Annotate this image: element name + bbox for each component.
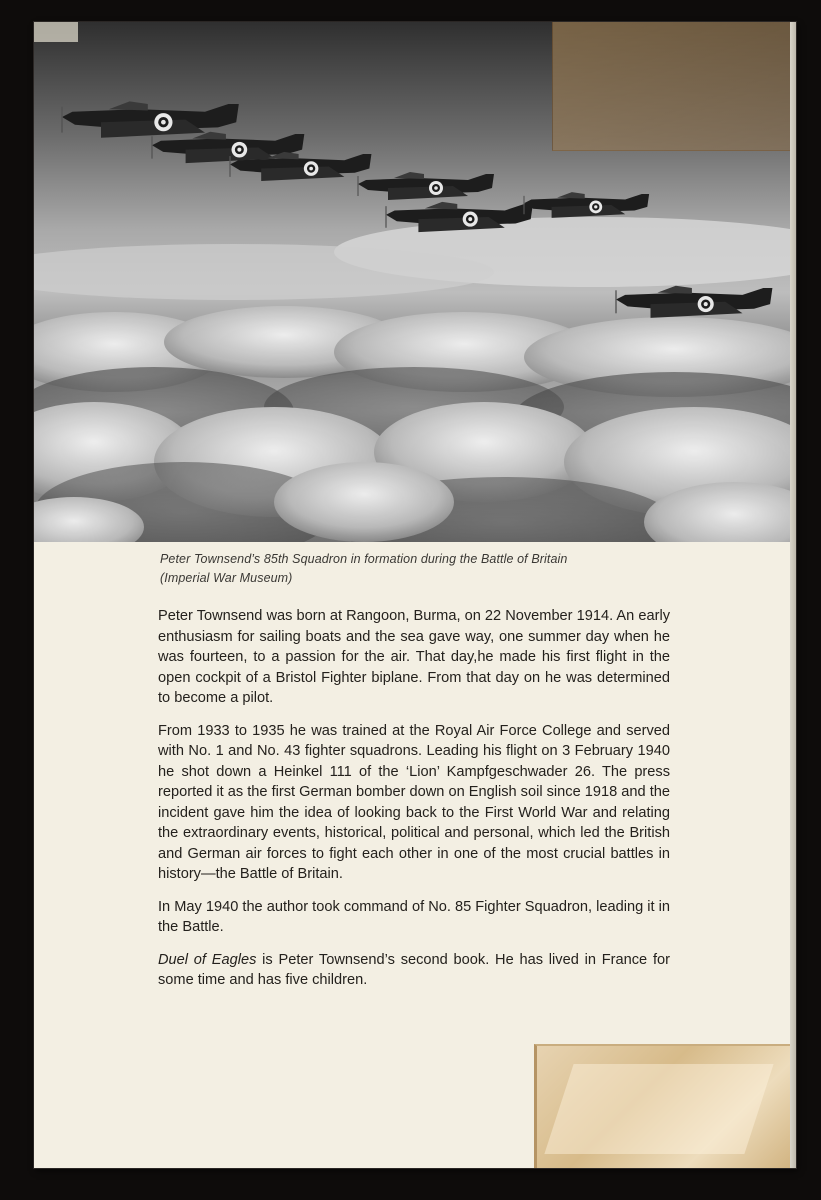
hurricane-plane [616, 286, 772, 318]
book-back-cover [34, 22, 796, 1168]
tape-sheen [544, 1064, 773, 1154]
tape-stain-top [552, 22, 796, 151]
author-biography [158, 606, 670, 1003]
torn-corner [34, 22, 78, 42]
bio-text: is Peter Townsend’s second book. He has lived in France for some time and has five children. [158, 951, 670, 988]
hurricane-plane [524, 192, 649, 218]
book-title: Duel of Eagles [158, 951, 257, 968]
bio-paragraph: From 1933 to 1935 he was trained at the Royal Air Force College and served with No. 1 and No. 43 fighter squadrons. Leading his flight on 3 February 1940 he shot down a Heinkel 111 of the ‘Lion’ Kampfgeschwader 26. The press reported it as the first German bomber down on English soil since 1918 and the incident gave him the idea of looking back to the First World War and relating the extraordinary events, historical, political and personal, which led the British and German air forces to fight each other in one of the most crucial battles in history—the Battle of Britain. [158, 722, 670, 882]
squadron-photo [34, 22, 796, 542]
bio-paragraph [158, 950, 670, 991]
caption-credit: (Imperial War Museum) [160, 571, 293, 585]
photo-caption [160, 550, 660, 588]
bio-paragraph: In May 1940 the author took command of No. 85 Fighter Squadron, leading it in the Battle. [158, 898, 670, 935]
bio-paragraph: Peter Townsend was born at Rangoon, Burma, on 22 November 1914. An early enthusiasm for sailing boats and the sea gave way, one summer day when he was fourteen, to a passion for the air. That day,he made his first flight in the open cockpit of a Bristol Fighter biplane. From that day on he was determined to become a pilot. [158, 608, 670, 706]
tape-stain-bottom [534, 1044, 796, 1168]
caption-line: Peter Townsend’s 85th Squadron in formation during the Battle of Britain [160, 552, 568, 566]
jacket-edge [790, 22, 796, 1168]
hurricane-plane [358, 172, 494, 200]
